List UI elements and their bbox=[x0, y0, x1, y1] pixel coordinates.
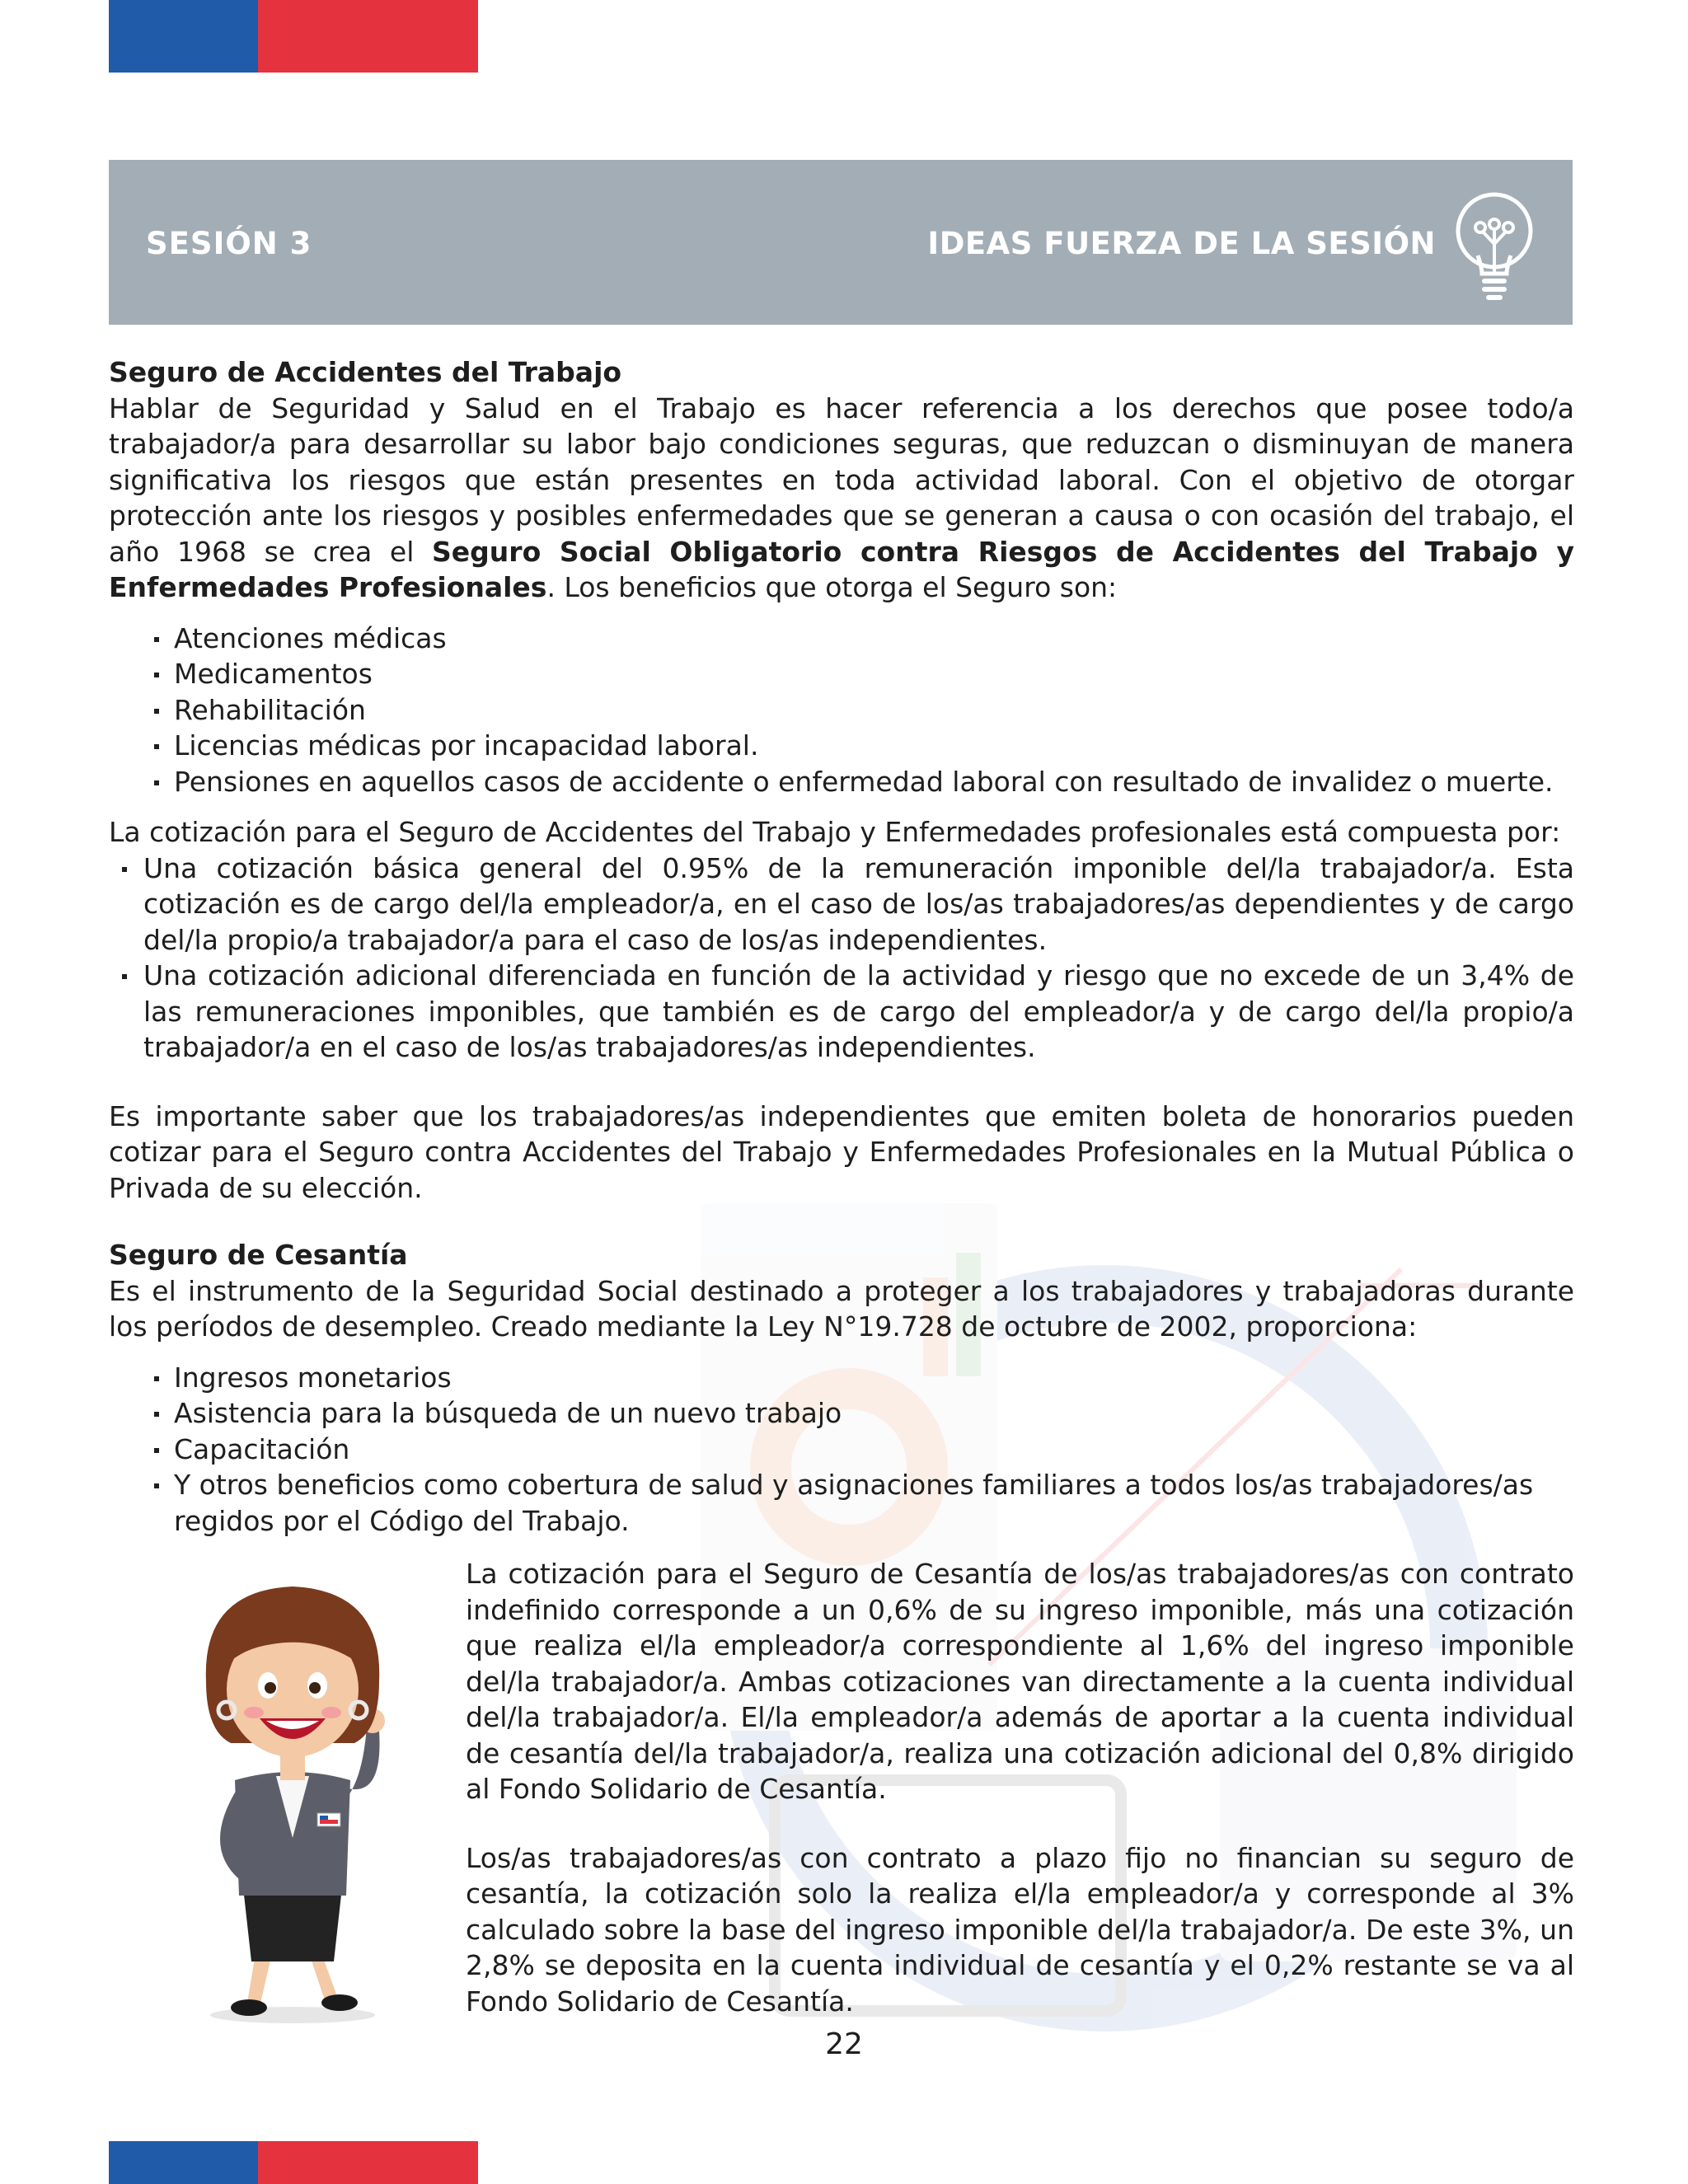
intro-paragraph-cesantia: Es el instrumento de la Seguridad Social destinado a proteger a los trabajadores y trabajadoras durante los períodos de desempleo. Creado mediante la Ley N°19.728 de octubre de 2002, proporciona: bbox=[109, 1274, 1574, 1343]
section-title-accidentes: Seguro de Accidentes del Trabajo bbox=[109, 356, 622, 388]
intro-paragraph-accidentes bbox=[109, 391, 1574, 606]
flag-red-block bbox=[258, 2141, 478, 2184]
session-label: SESIÓN 3 bbox=[146, 226, 312, 261]
spacer bbox=[109, 1066, 1574, 1099]
contribution-intro: La cotización para el Seguro de Accidentes del Trabajo y Enfermedades profesionales está compuesta por: bbox=[109, 816, 1561, 848]
list-item: Atenciones médicas bbox=[154, 621, 1574, 657]
section-label: IDEAS FUERZA DE LA SESIÓN bbox=[927, 226, 1436, 261]
list-item: Capacitación bbox=[154, 1432, 1574, 1468]
spacer bbox=[466, 1807, 1574, 1840]
list-item: Medicamentos bbox=[154, 656, 1574, 692]
flag-red-block bbox=[258, 0, 478, 73]
contributions-list bbox=[122, 851, 1574, 1066]
intro-text: Hablar de Seguridad y Salud en el Trabajo es hacer referencia a los derechos que posee todo/a trabajador/a para desarrollar su labor bajo condiciones seguras, que reduzcan o disminuyan de manera significativa los riesgos que están presentes en toda actividad laboral. Con el objetivo de otorgar protección ante los riesgos y posibles enfermedades que se generan a causa o con ocasión del trabajo, el año 1968 se crea el bbox=[109, 391, 1574, 568]
flag-stripe-bottom bbox=[109, 2141, 478, 2184]
main-content bbox=[109, 354, 1574, 1554]
businesswoman-illustration bbox=[157, 1566, 429, 2027]
list-item: Y otros beneficios como cobertura de salud y asignaciones familiares a todos los/as trabajadores/as regidos por el Código del Trabajo. bbox=[154, 1467, 1574, 1539]
cesantia-contribution-text bbox=[466, 1556, 1574, 2019]
session-banner bbox=[109, 160, 1573, 325]
benefits-list-accidentes bbox=[154, 621, 1574, 800]
section-title-cesantia: Seguro de Cesantía bbox=[109, 1239, 408, 1271]
list-item: Ingresos monetarios bbox=[154, 1360, 1574, 1396]
flag-blue-block bbox=[109, 0, 258, 73]
list-item: Pensiones en aquellos casos de accidente o enfermedad laboral con resultado de invalidez o muerte. bbox=[154, 764, 1574, 800]
flag-blue-block bbox=[109, 2141, 258, 2184]
lightbulb-icon bbox=[1449, 190, 1540, 305]
intro-tail-text: . Los beneficios que otorga el Seguro son: bbox=[546, 571, 1118, 603]
spacer bbox=[109, 1206, 1574, 1237]
flag-stripe-top bbox=[109, 0, 478, 73]
benefits-list-cesantia bbox=[154, 1360, 1574, 1540]
list-item: Asistencia para la búsqueda de un nuevo trabajo bbox=[154, 1395, 1574, 1432]
list-item: Una cotización adicional diferenciada en función de la actividad y riesgo que no excede de un 3,4% de las remuneraciones imponibles, que también es de cargo del empleador/a y de cargo del/la propio/a trabajador/a en el caso de los/as trabajadores/as independientes. bbox=[122, 958, 1574, 1066]
list-item: Rehabilitación bbox=[154, 692, 1574, 729]
contribution-paragraph-fixed-term: Los/as trabajadores/as con contrato a plazo fijo no financian su seguro de cesantía, la cotización solo la realiza el/la empleador/a y corresponde al 3% calculado sobre la base del ingreso imponible del/la trabajador/a. De este 3%, un 2,8% se deposita en la cuenta individual de cesantía y el 0,2% restante se va al Fondo Solidario de Cesantía. bbox=[466, 1841, 1574, 2018]
intro-bold-text: Seguro Social Obligatorio contra Riesgos de Accidentes del Trabajo y Enfermedades Profesionales bbox=[109, 535, 1574, 603]
list-item: Licencias médicas por incapacidad laboral. bbox=[154, 728, 1574, 764]
list-item: Una cotización básica general del 0.95% de la remuneración imponible del/la trabajador/a. Esta cotización es de cargo del/la empleador/a, en el caso de los/as trabajadores/as dependientes y de cargo del/la propio/a trabajador/a para el caso de los/as independientes. bbox=[122, 851, 1574, 958]
contribution-paragraph-indefinite: La cotización para el Seguro de Cesantía de los/as trabajadores/as con contrato indefinido corresponde a un 0,6% de su ingreso imponible, más una cotización que realiza el/la empleador/a correspondiente al 1,6% del ingreso imponible del/la trabajador/a. Ambas cotizaciones van directamente a la cuenta individual del/la trabajador/a. El/la empleador/a además de aportar a la cuenta individual de cesantía del/la trabajador/a, realiza una cotización adicional del 0,8% dirigido al Fondo Solidario de Cesantía. bbox=[466, 1558, 1574, 1805]
page-number: 22 bbox=[825, 2027, 863, 2061]
independent-note: Es importante saber que los trabajadores/as independientes que emiten boleta de honorarios pueden cotizar para el Seguro contra Accidentes del Trabajo y Enfermedades Profesionales en la Mutual Pública o Privada de su elección. bbox=[109, 1099, 1574, 1204]
